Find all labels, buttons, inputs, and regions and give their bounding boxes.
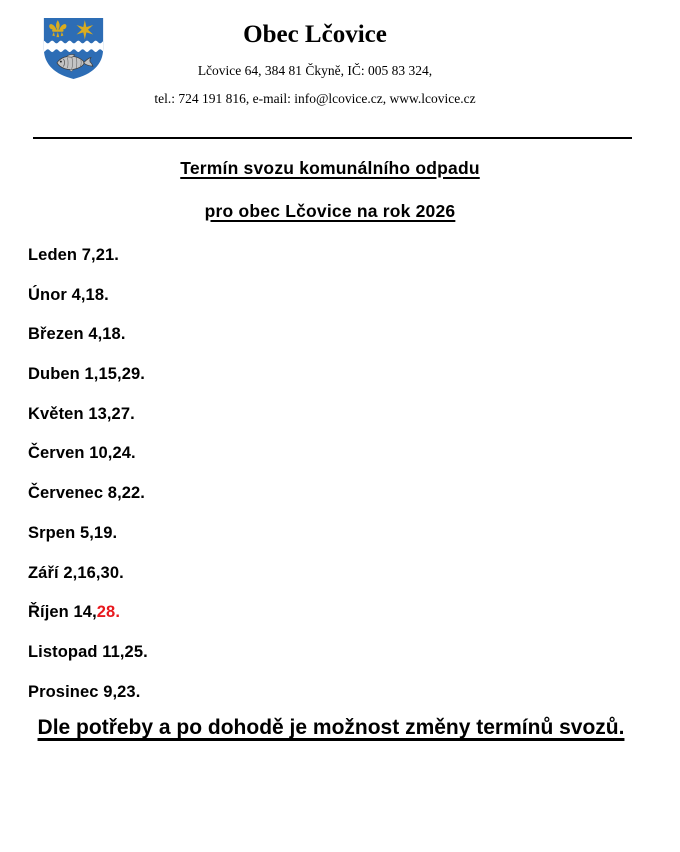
month-name: Duben bbox=[28, 365, 85, 384]
month-dates-highlight: 28. bbox=[96, 603, 121, 622]
month-name: Říjen bbox=[28, 603, 74, 622]
month-name: Srpen bbox=[28, 523, 80, 542]
month-dates: 1,15,29. bbox=[84, 365, 145, 384]
schedule-row bbox=[28, 524, 148, 564]
month-dates: 7,21. bbox=[81, 246, 119, 264]
page-title: Obec Lčovice bbox=[243, 21, 387, 48]
month-name: Březen bbox=[28, 325, 89, 344]
month-name: Červenec bbox=[28, 484, 108, 503]
org-contact-line: tel.: 724 191 816, e-mail: info@lcovice.cz, www.lcovice.cz bbox=[154, 91, 476, 106]
month-dates: 13,27. bbox=[88, 404, 135, 423]
month-dates: 14, bbox=[73, 603, 97, 622]
header-divider bbox=[33, 137, 632, 139]
month-name: Listopad bbox=[28, 642, 103, 661]
month-name: Únor bbox=[28, 285, 72, 304]
schedule-row bbox=[28, 444, 148, 484]
schedule-row bbox=[28, 484, 148, 524]
schedule-title-line1: Termín svozu komunálního odpadu bbox=[180, 158, 480, 178]
schedule-row bbox=[28, 603, 148, 643]
month-dates: 11,25. bbox=[102, 642, 148, 661]
footer-note: Dle potřeby a po dohodě je možnost změny termínů svozů. bbox=[37, 716, 625, 739]
schedule-row bbox=[28, 246, 148, 286]
schedule-row bbox=[28, 643, 148, 683]
month-dates: 9,23. bbox=[103, 682, 141, 701]
month-name: Červen bbox=[28, 444, 90, 463]
month-dates: 4,18. bbox=[88, 325, 126, 344]
month-name: Prosinec bbox=[28, 682, 104, 701]
schedule-row bbox=[28, 564, 148, 604]
schedule-row bbox=[28, 405, 148, 445]
month-name: Květen bbox=[28, 404, 89, 423]
month-dates: 8,22. bbox=[107, 484, 145, 503]
schedule-list bbox=[28, 246, 148, 722]
schedule-row bbox=[28, 365, 148, 405]
schedule-title-line2: pro obec Lčovice na rok 2026 bbox=[204, 201, 456, 221]
org-address-line: Lčovice 64, 384 81 Čkyně, IČ: 005 83 324, bbox=[197, 63, 433, 78]
month-dates: 5,19. bbox=[79, 523, 118, 542]
schedule-row bbox=[28, 286, 148, 326]
month-dates: 2,16,30. bbox=[63, 563, 124, 582]
schedule-row bbox=[28, 325, 148, 365]
month-dates: 4,18. bbox=[71, 285, 109, 304]
month-dates: 10,24. bbox=[89, 444, 136, 463]
month-name: Leden bbox=[28, 246, 82, 264]
month-name: Září bbox=[28, 563, 64, 582]
